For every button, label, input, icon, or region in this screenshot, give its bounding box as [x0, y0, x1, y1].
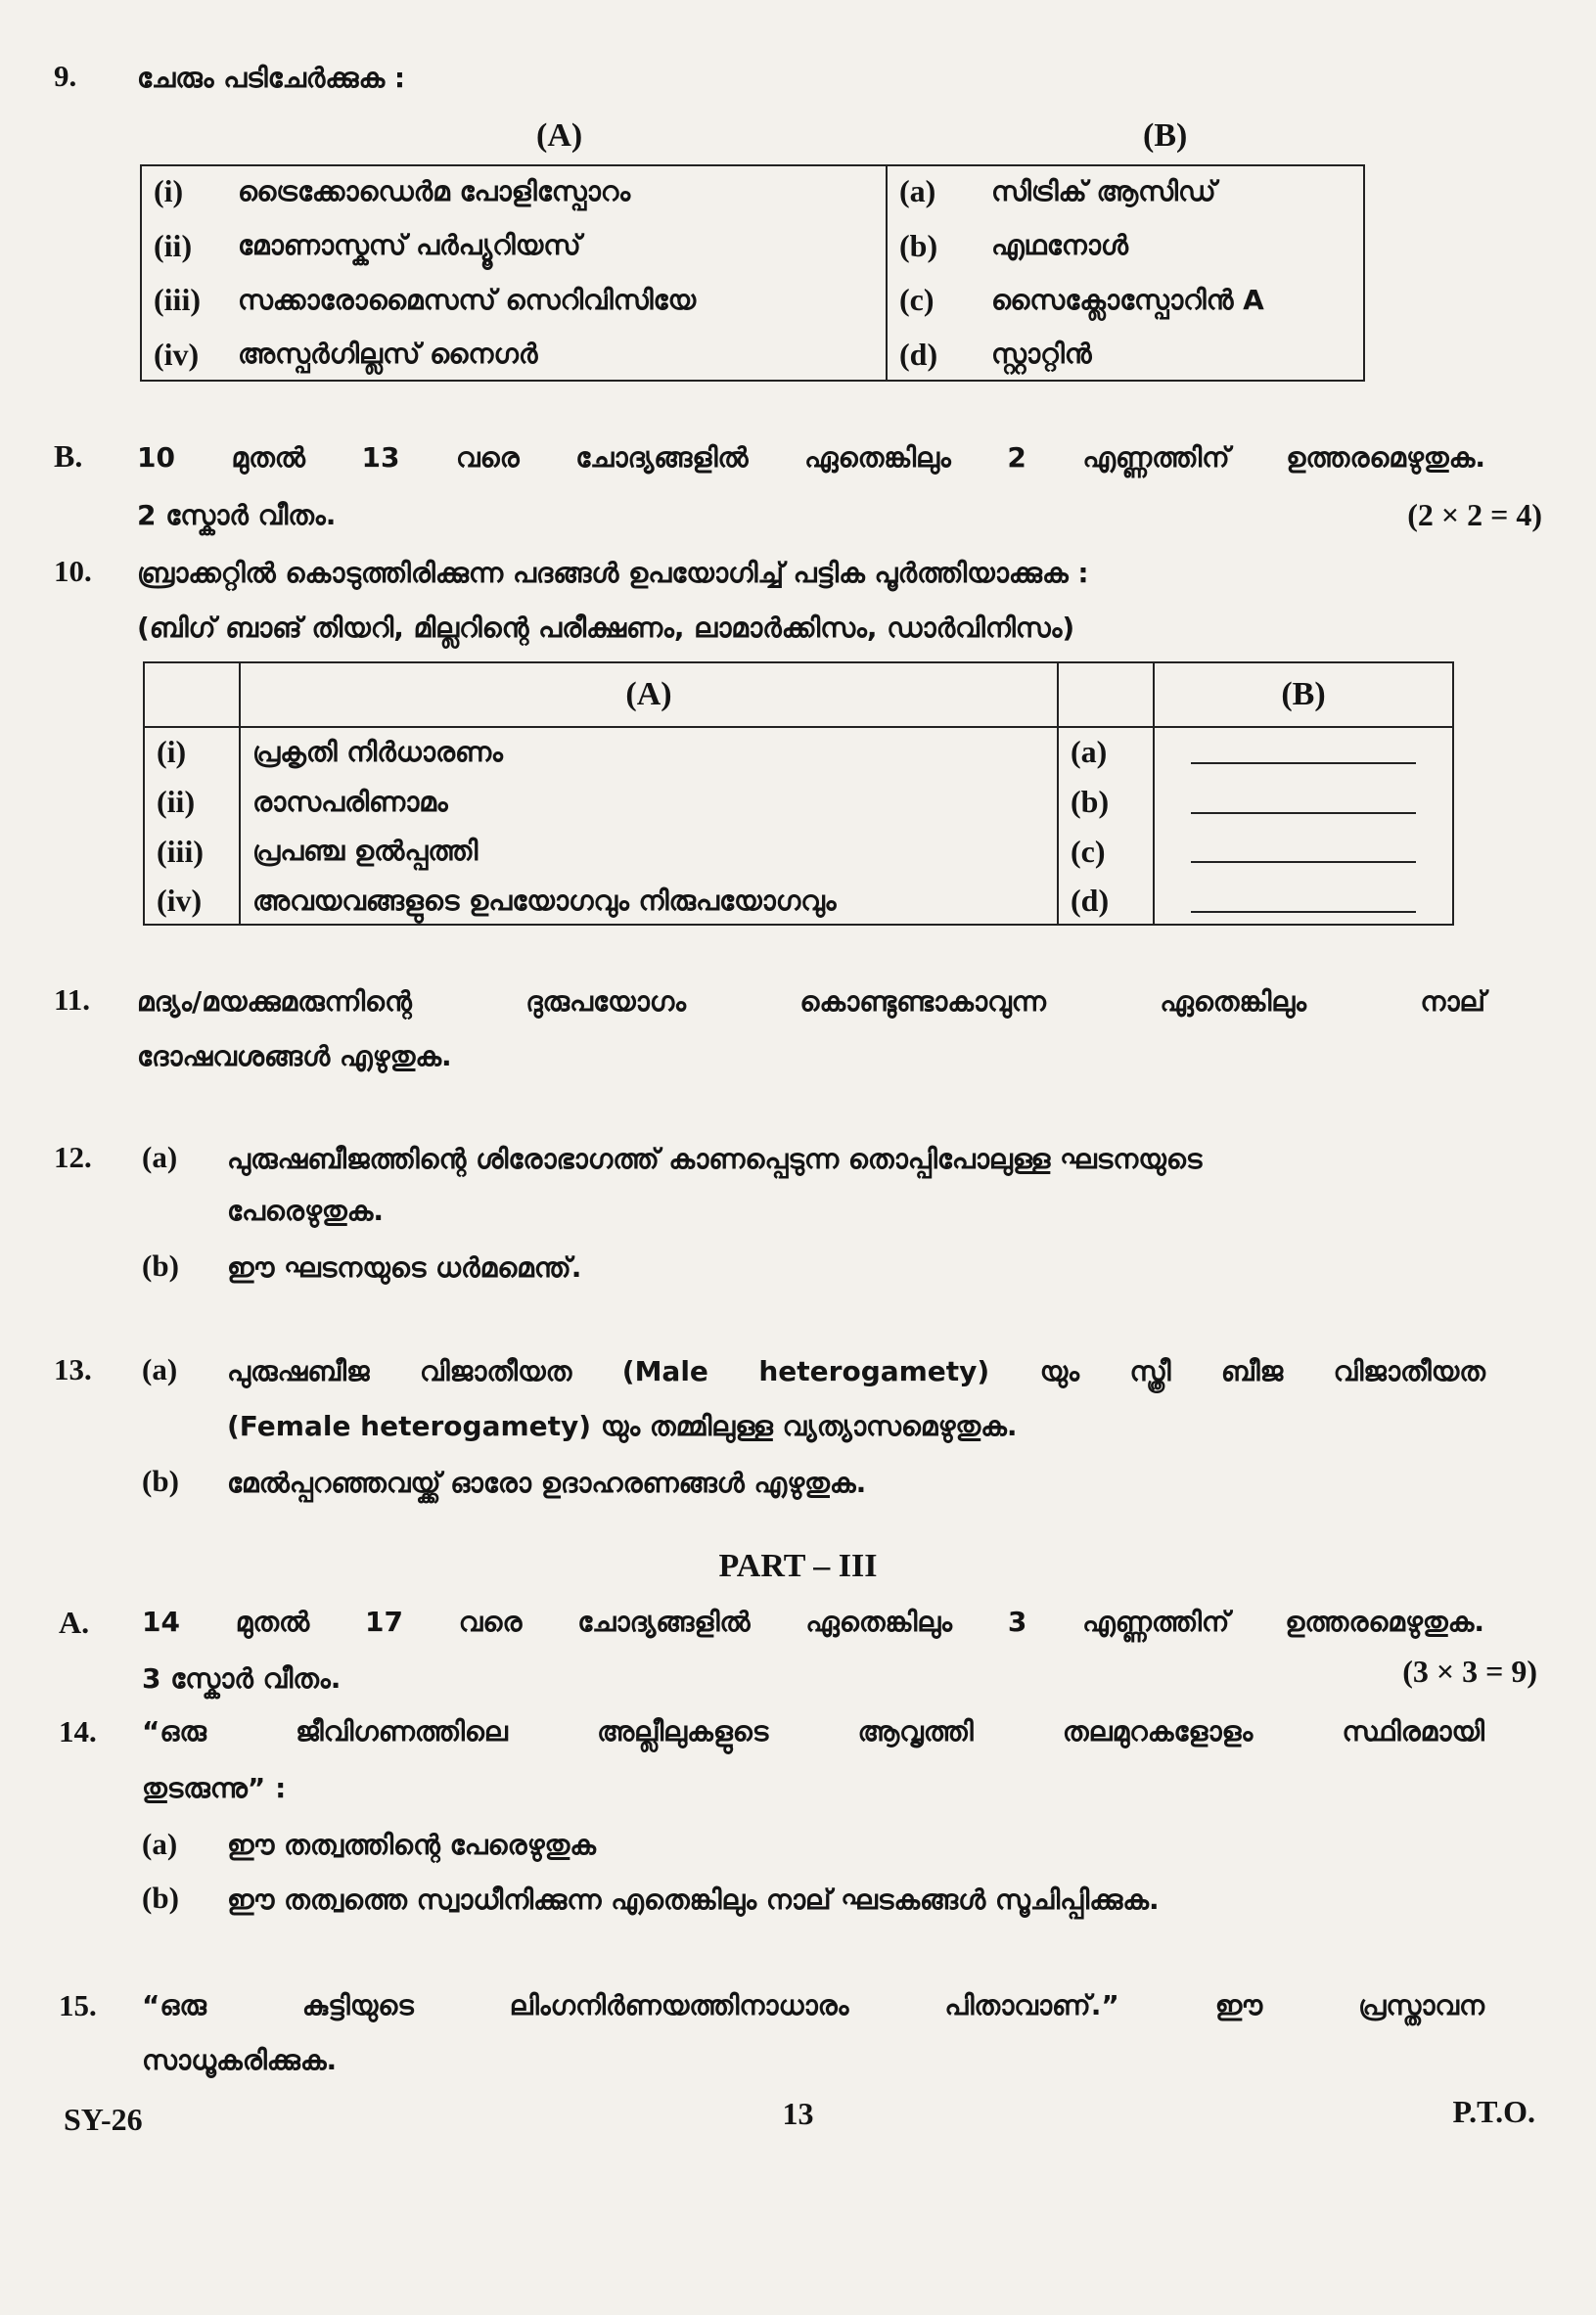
q10-row-index-b: (b)	[1058, 777, 1154, 827]
part3-instruction: 14 മുതൽ 17 വരെ ചോദ്യങ്ങളിൽ ഏതെങ്കിലും 3 എണ്ണത്തിന് ഉത്തരമെഴുതുക.	[142, 1606, 1484, 1638]
q9-row-item-b: സൈക്ലോസ്പോറിൻ A	[980, 273, 1364, 328]
table-row	[144, 827, 1453, 877]
q10-row-index-a: (iii)	[144, 827, 240, 877]
q10-number: 10.	[54, 554, 92, 588]
q14b-text: ഈ തത്വത്തെ സ്വാധീനിക്കുന്ന എതെങ്കിലും നാല് ഘടകങ്ങൾ സൂചിപ്പിക്കുക.	[227, 1884, 1160, 1916]
table-row	[141, 164, 1364, 219]
q13-number: 13.	[54, 1352, 92, 1386]
q12a-line2: പേരെഴുതുക.	[227, 1195, 385, 1227]
q9-row-item-a: മോണാസ്കസ് പർപ്യൂറിയസ്	[226, 219, 887, 274]
q14-number: 14.	[59, 1714, 97, 1748]
answer-blank[interactable]	[1191, 885, 1416, 913]
q15-number: 15.	[59, 1988, 97, 2022]
part3-title: PART – III	[718, 1548, 878, 1584]
q14a-label: (a)	[142, 1827, 178, 1861]
q15-line1: “ഒരു കുട്ടിയുടെ ലിംഗനിർണയത്തിനാധാരം പിതാവാണ്.” ഈ പ്രസ്താവന	[142, 1989, 1484, 2021]
q9-row-index-b: (d)	[887, 328, 980, 383]
q14-line1: “ഒരു ജീവിഗണത്തിലെ അല്ലീലുകളുടെ ആവൃത്തി തലമുറകളോളം സ്ഥിരമായി	[142, 1715, 1484, 1748]
q10-head-a: (A)	[240, 662, 1058, 727]
q12b-text: ഈ ഘടനയുടെ ധർമമെന്ത്.	[227, 1251, 582, 1284]
section-b-marks: (2 × 2 = 4)	[1407, 497, 1542, 532]
q10-row-index-b: (d)	[1058, 876, 1154, 926]
q13a-line1: പുരുഷബീജ വിജാതീയത (Male heterogamety) യും സ്ത്രീ ബീജ വിജാതീയത	[227, 1355, 1485, 1387]
q9-row-index-b: (a)	[887, 164, 980, 219]
q10-row-item-a: അവയവങ്ങളുടെ ഉപയോഗവും നിരുപയോഗവും	[240, 876, 1058, 926]
q10-row-item-a: പ്രപഞ്ച ഉൽപ്പത്തി	[240, 827, 1058, 877]
q11-number: 11.	[54, 982, 91, 1017]
answer-blank[interactable]	[1191, 787, 1416, 814]
table-row	[144, 727, 1453, 778]
section-b-label: B.	[54, 438, 83, 474]
q9-match-table	[140, 164, 1365, 382]
part3-score: 3 സ്കോർ വീതം.	[142, 1662, 342, 1695]
q13b-text: മേൽപ്പറഞ്ഞവയ്ക്ക് ഓരോ ഉദാഹരണങ്ങൾ എഴുതുക.	[227, 1467, 867, 1499]
answer-blank[interactable]	[1191, 836, 1416, 863]
table-row	[141, 273, 1364, 328]
q10-fill-table	[143, 661, 1454, 926]
q12a-label: (a)	[142, 1140, 178, 1174]
q9-row-item-b: എഥനോൾ	[980, 219, 1364, 274]
footer-code: SY-26	[64, 2102, 143, 2137]
q9-row-item-a: സക്കാരോമൈസസ് സെറിവിസിയേ	[226, 273, 887, 328]
q9-row-item-b: സിട്രിക് ആസിഡ്	[980, 164, 1364, 219]
q13b-label: (b)	[142, 1464, 179, 1498]
q9-row-index-b: (b)	[887, 219, 980, 274]
table-row	[141, 219, 1364, 274]
q13a-line2: (Female heterogamety) യും തമ്മിലുള്ള വ്യത്യാസമെഴുതുക.	[227, 1410, 1018, 1442]
q10-row-index-a: (i)	[144, 727, 240, 778]
q9-row-item-b: സ്റ്റാറ്റിൻ	[980, 328, 1364, 383]
table-row	[144, 777, 1453, 827]
q9-row-item-a: അസ്പർഗില്ലസ് നൈഗർ	[226, 328, 887, 383]
q9-head-b: (B)	[1143, 117, 1188, 154]
table-row	[144, 876, 1453, 926]
part3-marks: (3 × 3 = 9)	[1402, 1654, 1537, 1689]
q11-line2: ദോഷവശങ്ങൾ എഴുതുക.	[137, 1040, 452, 1072]
q9-row-item-a: ട്രൈക്കോഡെർമ പോളിസ്പോറം	[226, 164, 887, 219]
q9-row-index-a: (i)	[141, 164, 226, 219]
section-b-score: 2 സ്കോർ വീതം.	[137, 499, 337, 531]
q9-row-index-a: (iii)	[141, 273, 226, 328]
footer-page-number: 13	[782, 2096, 814, 2131]
q11-line1: മദ്യം/മയക്കുമരുന്നിന്റെ ദുരുപയോഗം കൊണ്ടുണ്ടാകാവുന്ന ഏതെങ്കിലും നാല്	[137, 985, 1485, 1018]
q10-row-item-a: പ്രകൃതി നിർധാരണം	[240, 727, 1058, 778]
table-header-row	[144, 662, 1453, 727]
q14-line2: തുടരുന്നു” :	[142, 1772, 287, 1804]
q15-line2: സാധൂകരിക്കുക.	[142, 2044, 338, 2076]
q9-head-a: (A)	[536, 117, 583, 154]
part3-label: A.	[59, 1605, 90, 1640]
q12a-line1: പുരുഷബീജത്തിന്റെ ശിരോഭാഗത്ത് കാണപ്പെടുന്ന തൊപ്പിപോലുള്ള ഘടനയുടെ	[227, 1143, 1203, 1175]
section-b-instruction: 10 മുതൽ 13 വരെ ചോദ്യങ്ങളിൽ ഏതെങ്കിലും 2 എണ്ണത്തിന് ഉത്തരമെഴുതുക.	[137, 441, 1485, 474]
q9-row-index-a: (iv)	[141, 328, 226, 383]
q14b-label: (b)	[142, 1881, 179, 1915]
q10-text: ബ്രാക്കറ്റിൽ കൊടുത്തിരിക്കുന്ന പദങ്ങൾ ഉപയോഗിച്ച് പട്ടിക പൂർത്തിയാക്കുക :	[137, 557, 1089, 589]
answer-blank[interactable]	[1191, 737, 1416, 764]
footer-pto: P.T.O.	[1452, 2094, 1535, 2129]
q12b-label: (b)	[142, 1248, 179, 1283]
q14a-text: ഈ തത്വത്തിന്റെ പേരെഴുതുക	[227, 1829, 597, 1861]
q10-row-index-a: (iv)	[144, 876, 240, 926]
q10-row-index-a: (ii)	[144, 777, 240, 827]
q13a-label: (a)	[142, 1352, 178, 1386]
q9-number: 9.	[54, 59, 77, 93]
q9-text: ചേരും പടിചേർക്കുക :	[137, 62, 406, 94]
q9-row-index-b: (c)	[887, 273, 980, 328]
table-row	[141, 328, 1364, 383]
q9-row-index-a: (ii)	[141, 219, 226, 274]
q10-row-index-b: (a)	[1058, 727, 1154, 778]
q10-head-b: (B)	[1154, 662, 1453, 727]
q12-number: 12.	[54, 1140, 92, 1174]
q10-row-index-b: (c)	[1058, 827, 1154, 877]
q10-options: (ബിഗ് ബാങ് തിയറി, മില്ലറിന്റെ പരീക്ഷണം, ലാമാർക്കിസം, ഡാർവിനിസം)	[137, 612, 1075, 644]
q10-row-item-a: രാസപരിണാമം	[240, 777, 1058, 827]
